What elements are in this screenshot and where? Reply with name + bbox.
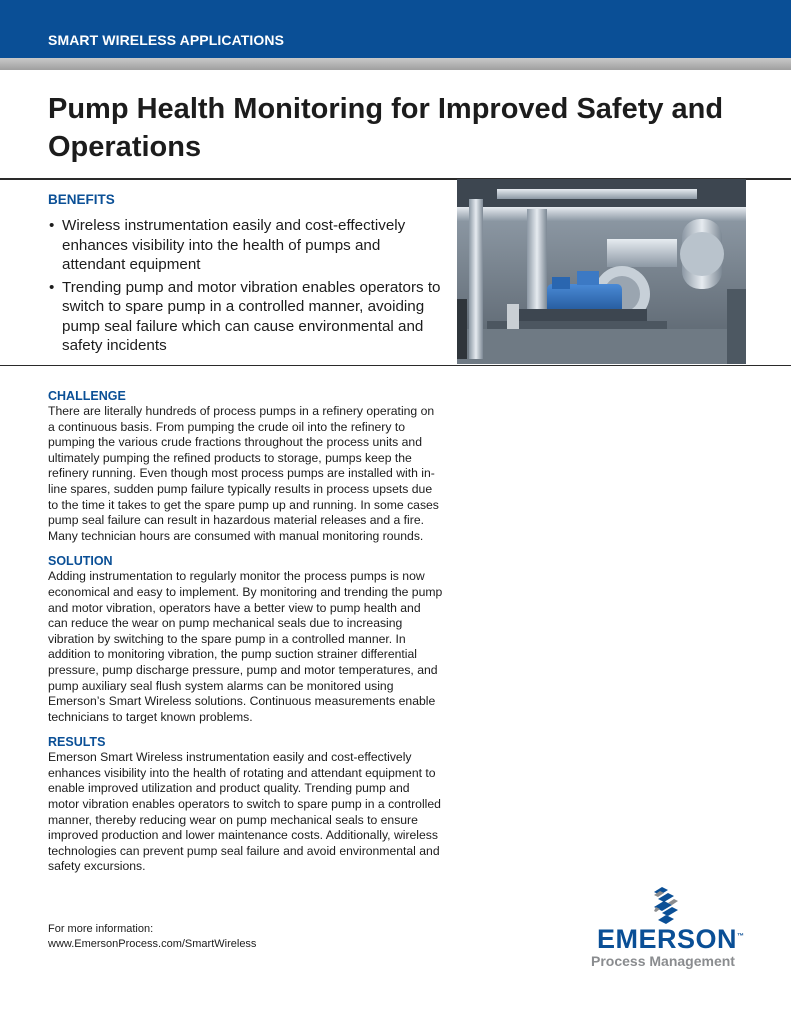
benefits-list [48,216,443,359]
logo-subtitle: Process Management [591,953,735,969]
footer-info [48,922,348,952]
benefit-item [48,216,443,275]
challenge-heading: CHALLENGE [48,389,126,403]
results-text: Emerson Smart Wireless instrumentation easily and cost-effectively enhances visibility into the health of rotating and attendant equipment to enable improved utilization and product quality. Trending pump and motor vibration enables operators to switch to spare pump in a controlled manner, thereby reducing wear on pump mechanical seals to ensure improved production and lower maintenance costs. Additionally, wireless technologies can prevent pump seal failure and avoid environmental and safety excursions. [48,750,441,874]
page-title: Pump Health Monitoring for Improved Safety and Operations [48,93,724,163]
trademark-mark: ™ [737,933,745,940]
more-info-link[interactable]: www.EmersonProcess.com/SmartWireless [48,938,257,950]
benefit-item [48,278,443,356]
solution-text: Adding instrumentation to regularly monitor the process pumps is now economical and easy to implement. By monitoring and trending the pump and motor vibration, operators have a better view to pump health and can reduce the wear on pump mechanical seals due to increasing vibration by switching to the spare pump in a controlled manner. In addition to monitoring vibration, the pump suction strainer differential pressure, pump discharge pressure, pump and motor temperatures, and pump auxiliary seal flush system alarms can be monitored using Emerson’s Smart Wireless solutions. Continuous measurements enable technicians to target known problems. [48,569,443,724]
more-info-label: For more information: [48,923,154,935]
solution-heading: SOLUTION [48,554,113,569]
emerson-wordmark: EMERSON™ [597,924,745,954]
divider-bottom [0,365,791,366]
benefit-text: Trending pump and motor vibration enables operators to switch to spare pump in a controlled manner, avoiding pump seal failure which can cause environmental and safety incidents [62,278,441,354]
bullet-icon: • [49,278,55,296]
section-label: SMART WIRELESS APPLICATIONS [48,32,285,48]
pump-photo-illustration [457,179,746,364]
bullet-icon: • [49,217,55,234]
results-heading: RESULTS [48,735,106,750]
benefits-heading: BENEFITS [48,192,115,207]
header-divider-band [0,58,791,70]
body-column [48,388,443,884]
benefit-text: Wireless instrumentation easily and cost-effectively enhances visibility into the health of pumps and attendant equipment [62,217,406,273]
industrial-pump-photo [457,179,746,364]
challenge-text: There are literally hundreds of process pumps in a refinery operating on a continuous basis. From pumping the crude oil into the refinery to pumping the various crude fractions throughout the process units and ultimately pumping the refined products to storage, pumps keep the refinery running. Even though most process pumps are installed with in-line spares, sudden pump failure typically results in process upsets due to the time it takes to get the spare pump up and running. In some cases pump seal failure can result in hazardous material releases and a fire. Many technician hours are consumed with manual monitoring rounds. [48,404,439,543]
header-bar [0,0,791,58]
